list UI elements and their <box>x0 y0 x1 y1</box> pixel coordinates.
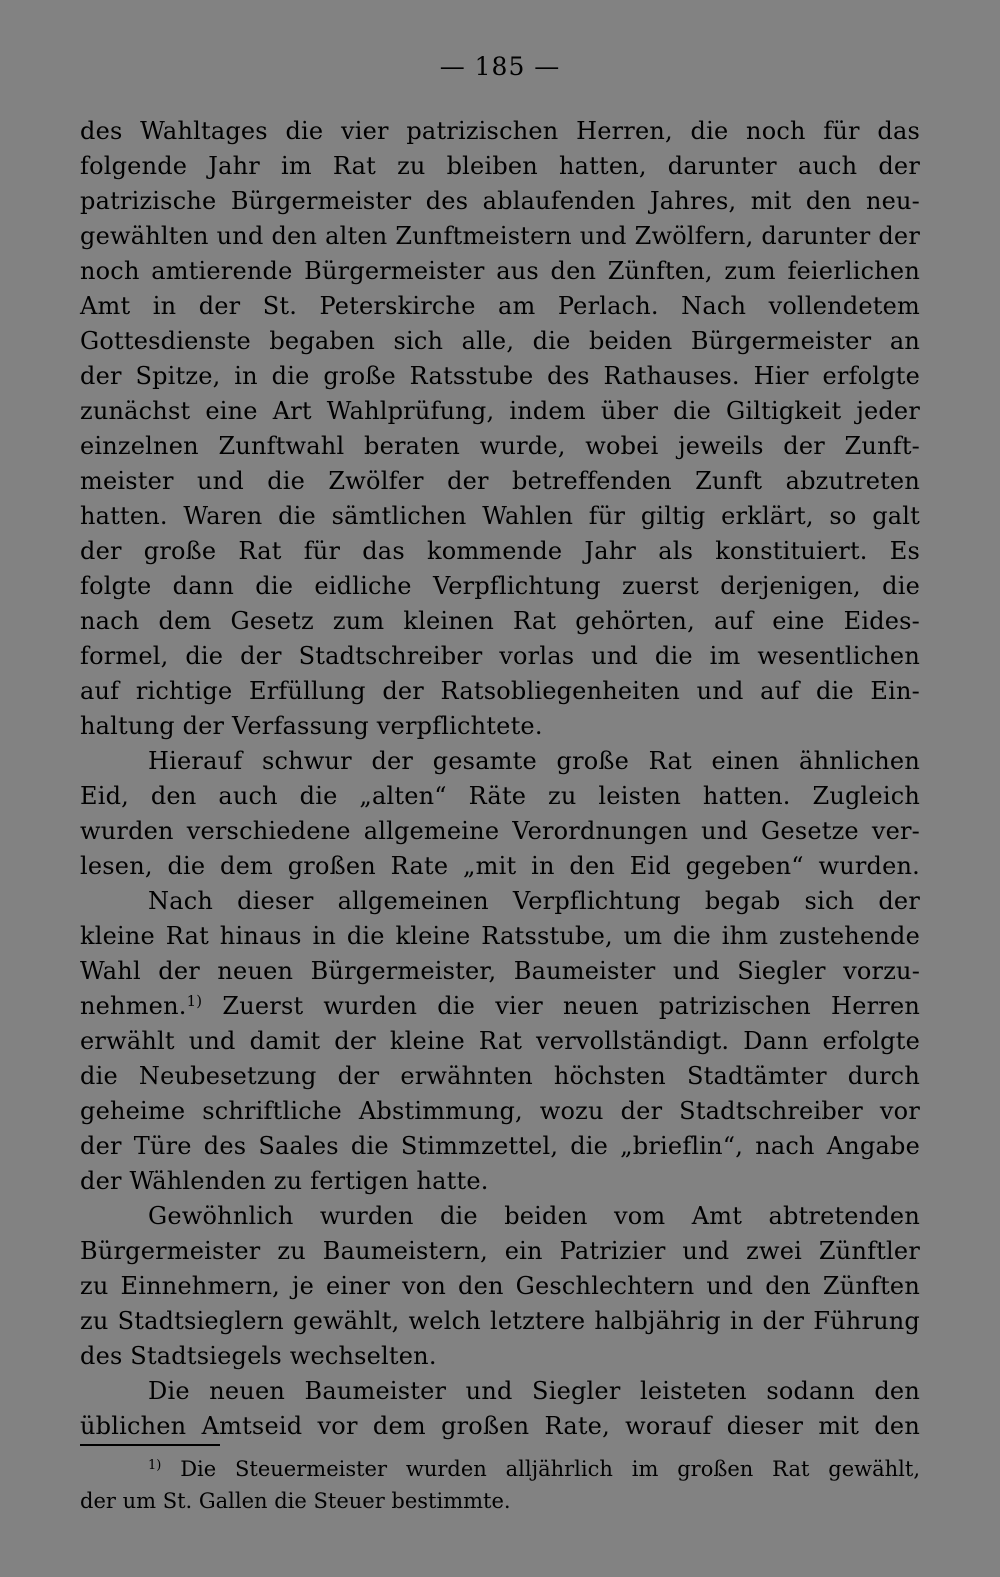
text-line: Eid, den auch die „alten“ Räte zu leisten hatten. Zugleich <box>80 782 920 810</box>
text-line: der Wählenden zu fertigen hatte. <box>80 1167 489 1195</box>
text-line: Die neuen Baumeister und Siegler leisteten sodann den <box>148 1377 920 1405</box>
text-line: folgende Jahr im Rat zu bleiben hatten, darunter auch der <box>80 152 920 180</box>
footnote-text: Die Steuermeister wurden alljährlich im großen Rat gewählt, <box>161 1457 920 1481</box>
text-line: der große Rat für das kommende Jahr als konstituiert. Es <box>80 537 920 565</box>
text-line: die Neubesetzung der erwähnten höchsten Stadtämter durch <box>80 1062 920 1090</box>
text-line: patrizische Bürgermeister des ablaufenden Jahres, mit den neu- <box>80 187 920 215</box>
text-line: zu Stadtsieglern gewählt, welch letztere halbjährig in der Führung <box>80 1307 920 1335</box>
text-fragment: Zuerst wurden die vier neuen patrizischen Herren <box>202 992 920 1020</box>
text-line: noch amtierende Bürgermeister aus den Zünften, zum feierlichen <box>80 257 920 285</box>
text-line: kleine Rat hinaus in die kleine Ratsstube, um die ihm zustehende <box>80 922 920 950</box>
footnote-ref: 1) <box>186 991 203 1010</box>
text-line: Gottesdienste begaben sich alle, die beiden Bürgermeister an <box>80 327 920 355</box>
text-line: Hierauf schwur der gesamte große Rat einen ähnlichen <box>148 747 920 775</box>
footnote-marker: 1) <box>148 1457 162 1473</box>
text-line: nach dem Gesetz zum kleinen Rat gehörten, auf eine Eides- <box>80 607 920 635</box>
text-line: Wahl der neuen Bürgermeister, Baumeister und Siegler vorzu- <box>80 957 920 985</box>
text-line: meister und die Zwölfer der betreffenden Zunft abzutreten <box>80 467 920 495</box>
text-line: Gewöhnlich wurden die beiden vom Amt abtretenden <box>148 1202 920 1230</box>
text-line: haltung der Verfassung verpflichtete. <box>80 712 543 740</box>
footnote-divider <box>80 1444 220 1446</box>
text-line: der Türe des Saales die Stimmzettel, die „brieflin“, nach Angabe <box>80 1132 920 1160</box>
page-number: — 185 — <box>439 52 561 81</box>
text-line: einzelnen Zunftwahl beraten wurde, wobei jeweils der Zunft- <box>80 432 920 460</box>
text-line: hatten. Waren die sämtlichen Wahlen für giltig erklärt, so galt <box>80 502 920 530</box>
body-text <box>80 114 920 1444</box>
text-line: des Wahltages die vier patrizischen Herren, die noch für das <box>80 117 920 145</box>
text-line: geheime schriftliche Abstimmung, wozu der Stadtschreiber vor <box>80 1097 920 1125</box>
text-line: folgte dann die eidliche Verpflichtung zuerst derjenigen, die <box>80 572 920 600</box>
text-fragment: nehmen. <box>80 992 187 1020</box>
footnote-line <box>80 1453 920 1485</box>
text-line: Bürgermeister zu Baumeistern, ein Patrizier und zwei Zünftler <box>80 1237 920 1265</box>
text-line: der Spitze, in die große Ratsstube des Rathauses. Hier erfolgte <box>80 362 920 390</box>
text-line: wurden verschiedene allgemeine Verordnungen und Gesetze ver- <box>80 817 920 845</box>
text-line: formel, die der Stadtschreiber vorlas und die im wesentlichen <box>80 642 920 670</box>
text-line: Nach dieser allgemeinen Verpflichtung begab sich der <box>148 887 920 915</box>
text-line: auf richtige Erfüllung der Ratsobliegenheiten und auf die Ein- <box>80 677 920 705</box>
text-line: zu Einnehmern, je einer von den Geschlechtern und den Zünften <box>80 1272 920 1300</box>
text-line: erwählt und damit der kleine Rat vervollständigt. Dann erfolgte <box>80 1027 920 1055</box>
text-line: üblichen Amtseid vor dem großen Rate, worauf dieser mit den <box>80 1412 920 1440</box>
text-line: gewählten und den alten Zunftmeistern und Zwölfern, darunter der <box>80 222 920 250</box>
text-line: des Stadtsiegels wechselten. <box>80 1342 437 1370</box>
text-line: lesen, die dem großen Rate „mit in den Eid gegeben“ wurden. <box>80 852 920 880</box>
footnote-line: der um St. Gallen die Steuer bestimmte. <box>80 1489 511 1513</box>
footnotes <box>80 1453 920 1517</box>
text-line-with-footnote-ref <box>80 989 920 1024</box>
text-line: zunächst eine Art Wahlprüfung, indem über die Giltigkeit jeder <box>80 397 920 425</box>
text-line: Amt in der St. Peterskirche am Perlach. Nach vollendetem <box>80 292 920 320</box>
